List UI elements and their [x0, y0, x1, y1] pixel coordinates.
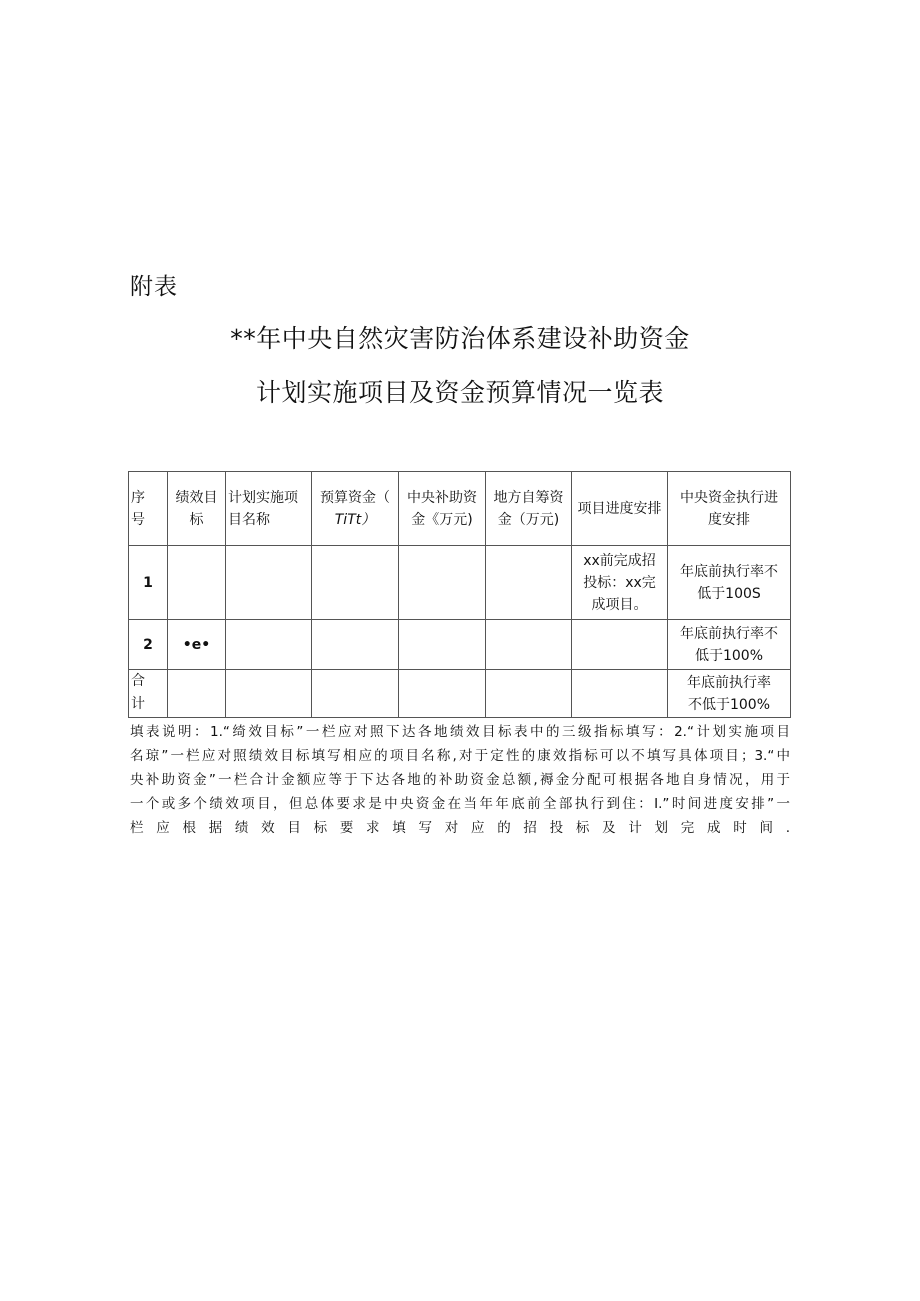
total-project: [226, 670, 312, 718]
row-goal: [168, 546, 226, 620]
row-local: [486, 620, 572, 670]
header-execution-schedule: [668, 472, 791, 546]
header-seq-line: 号: [131, 511, 145, 528]
row-central: [399, 546, 486, 620]
header-project-name: [226, 472, 312, 546]
table-total-row: [129, 670, 791, 718]
row-execution: [668, 546, 791, 620]
total-label-line: 合: [131, 673, 145, 689]
attachment-label: 附表: [130, 274, 178, 300]
total-execution: [668, 670, 791, 718]
header-project-line: 目名称: [228, 511, 270, 528]
row-progress-line: 投标：xx完: [583, 574, 656, 591]
total-budget: [312, 670, 399, 718]
header-local-funds: [486, 472, 572, 546]
row-project: [226, 546, 312, 620]
total-execution-line: 年底前执行率: [687, 674, 771, 691]
header-progress-line: 项目进度安排: [577, 500, 662, 517]
row-budget: [312, 546, 399, 620]
total-central: [399, 670, 486, 718]
total-label: [129, 670, 168, 718]
header-progress-schedule: [572, 472, 668, 546]
total-goal: [168, 670, 226, 718]
row-progress: [572, 620, 668, 670]
header-local-line: 地方自筹资: [493, 489, 564, 506]
fill-instructions-line: 栏应根据绩效目标要求填写对应的招投标及计划完成时间.: [130, 820, 790, 836]
row-seq: 2: [129, 620, 168, 670]
budget-table: [128, 471, 791, 718]
header-execution-line: 中央资金执行进: [680, 489, 778, 506]
header-execution-line: 度安排: [708, 511, 750, 528]
header-central-line: 中央补助资: [407, 489, 477, 506]
row-local: [486, 546, 572, 620]
row-progress: [572, 546, 668, 620]
total-progress: [572, 670, 668, 718]
table-header-row: [129, 472, 791, 546]
row-central: [399, 620, 486, 670]
fill-instructions-line: 央补助资金”一栏合计金额应等于下达各地的补助资金总额,褥金分配可根据各地自身情况，用于: [130, 772, 790, 788]
row-seq: 1: [129, 546, 168, 620]
header-seq: [129, 472, 168, 546]
row-goal: •e•: [168, 620, 226, 670]
header-central-line: 金《万元): [411, 511, 473, 528]
document-title-line-1: **年中央自然灾害防治体系建设补助资金: [230, 324, 690, 353]
header-budget-line: 预算资金（: [320, 489, 390, 506]
document-title-line-2: 计划实施项目及资金预算情况一览表: [255, 378, 664, 407]
row-execution-line: 年底前执行率不: [680, 625, 778, 642]
header-performance-goal: [168, 472, 226, 546]
fill-instructions-line: 名琼”一栏应对照绩效目标填写相应的项目名称,对于定性的康效指标可以不填写具体项目；3.“中: [130, 748, 790, 764]
header-seq-line: 序: [131, 489, 145, 506]
row-execution-line: 年底前执行率不: [680, 563, 778, 580]
row-execution: [668, 620, 791, 670]
header-goal-line: 标: [189, 511, 204, 528]
fill-instructions-line: 一个或多个绩效项目，但总体要求是中央资金在当年年底前全部执行到住：I.”时间进度安排”一: [130, 796, 790, 812]
table-row: [129, 620, 791, 670]
header-project-line: 计划实施项: [228, 489, 298, 506]
fill-instructions-line: 填表说明：1.“绮效目标”一栏应对照下达各地绩效目标表中的三级指标填写：2.“计划实施项目: [130, 724, 790, 740]
table-row: [129, 546, 791, 620]
row-progress-line: 成项目。: [591, 596, 648, 613]
row-execution-line: 低于100S: [697, 585, 761, 602]
header-budget: [312, 472, 399, 546]
row-progress-line: xx前完成招: [583, 552, 656, 569]
header-central-subsidy: [399, 472, 486, 546]
total-execution-line: 不低于100%: [687, 696, 771, 713]
row-project: [226, 620, 312, 670]
header-goal-line: 绩效目: [175, 489, 218, 506]
header-budget-line: TiTt）: [334, 511, 376, 528]
row-execution-line: 低于100%: [694, 647, 764, 664]
row-budget: [312, 620, 399, 670]
fill-instructions: [130, 720, 790, 840]
header-local-line: 金（万元): [497, 511, 560, 528]
total-local: [486, 670, 572, 718]
total-label-line: 计: [131, 696, 145, 712]
